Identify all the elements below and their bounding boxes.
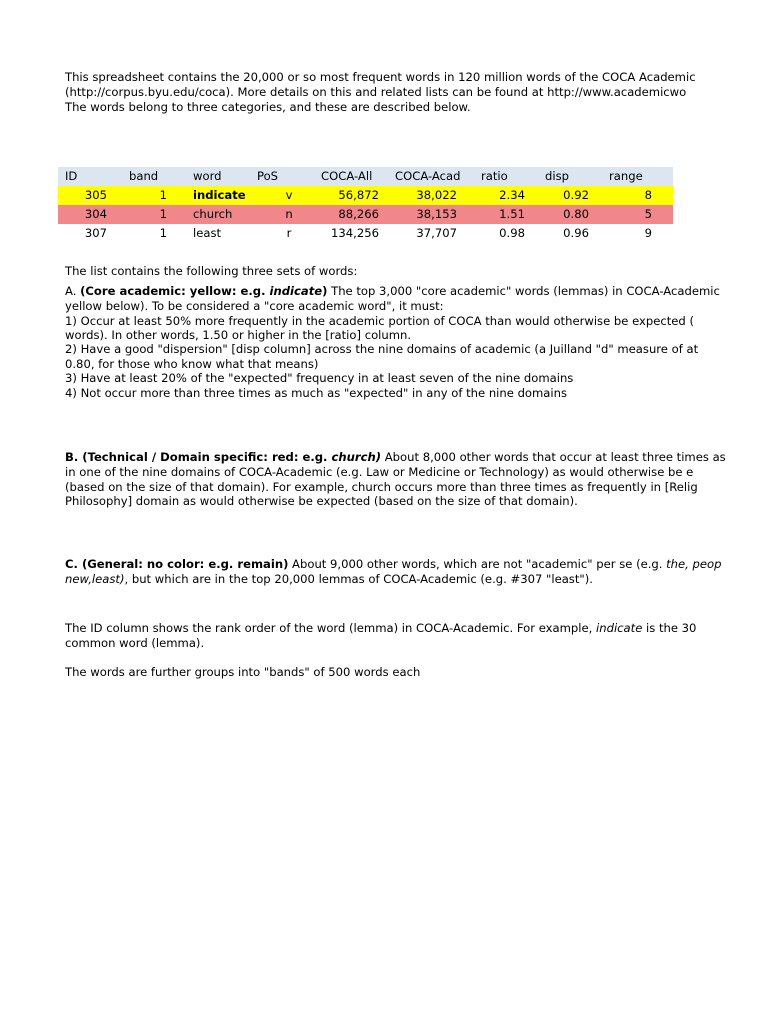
cell-ratio: 2.34: [499, 188, 525, 202]
section-a-heading-line: [65, 284, 720, 298]
intro-line-2: (http://corpus.byu.edu/coca). More details on this and related lists can be found at http://www.academicwo: [65, 85, 687, 99]
cell-band: 1: [159, 188, 167, 202]
section-b-line-2: in one of the nine domains of COCA-Academic (e.g. Law or Medicine or Technology) as would otherwise be e: [65, 465, 694, 479]
cell-ratio: 0.98: [499, 226, 525, 240]
cell-band: 1: [159, 207, 167, 221]
table-row: [58, 186, 673, 205]
section-a-line-3: 1) Occur at least 50% more frequently in the academic portion of COCA than would otherwise be expected (: [65, 314, 694, 328]
cell-ratio: 1.51: [499, 207, 525, 221]
table-row: [58, 205, 673, 224]
cell-pos: r: [286, 226, 292, 240]
header-id: ID: [65, 169, 78, 183]
section-a-example: indicate: [269, 284, 323, 298]
table-header-row: [58, 167, 673, 186]
cell-coca-all: 134,256: [331, 226, 379, 240]
header-pos: PoS: [257, 169, 279, 183]
section-c-text: About 9,000 other words, which are not "academic" per se (e.g.: [288, 557, 667, 571]
cell-coca-acad: 38,153: [416, 207, 457, 221]
cell-disp: 0.80: [563, 207, 589, 221]
section-a-text: The top 3,000 "core academic" words (lemmas) in COCA-Academic: [327, 284, 720, 298]
cell-disp: 0.96: [563, 226, 589, 240]
cell-word: indicate: [193, 188, 246, 202]
section-a-label-close: ): [322, 284, 328, 298]
section-b-example: church): [331, 450, 382, 464]
cell-range: 9: [644, 226, 652, 240]
intro-line-3: The words belong to three categories, and these are described below.: [65, 100, 471, 114]
header-coca-acad: COCA-Acad: [395, 169, 461, 183]
section-c-examples-cont: new,least): [65, 572, 125, 586]
cell-id: 304: [84, 207, 107, 221]
cell-coca-acad: 38,022: [416, 188, 457, 202]
cell-pos: n: [285, 207, 293, 221]
cell-id: 305: [84, 188, 107, 202]
id-note-line-2: common word (lemma).: [65, 636, 205, 650]
bands-note: The words are further groups into "bands" of 500 words each: [65, 665, 421, 679]
section-c-text-2: , but which are in the top 20,000 lemmas of COCA-Academic (e.g. #307 "least").: [124, 572, 593, 586]
section-a-line-2: yellow below). To be considered a "core academic word", it must:: [65, 299, 444, 313]
cell-coca-all: 88,266: [338, 207, 379, 221]
list-intro: The list contains the following three sets of words:: [65, 264, 358, 278]
id-note-text: The ID column shows the rank order of the word (lemma) in COCA-Academic. For example,: [65, 621, 597, 635]
section-c-heading-line: [65, 557, 721, 571]
cell-band: 1: [159, 226, 167, 240]
cell-word: church: [193, 207, 233, 221]
intro-line-1: This spreadsheet contains the 20,000 or so most frequent words in 120 million words of the COCA Academic: [65, 70, 696, 84]
table-row: [58, 224, 673, 243]
section-a-line-8: 4) Not occur more than three times as much as "expected" in any of the nine domains: [65, 386, 568, 400]
section-a-line-6: 0.80, for those who know what that means): [65, 357, 319, 371]
section-b-line-4: Philosophy] domain as would otherwise be expected (based on the size of that domain).: [65, 494, 578, 508]
cell-range: 5: [644, 207, 652, 221]
cell-coca-acad: 37,707: [416, 226, 457, 240]
section-a-prefix: A.: [65, 284, 81, 298]
section-c-line-2: [65, 572, 593, 586]
cell-id: 307: [84, 226, 107, 240]
header-disp: disp: [545, 169, 569, 183]
id-note-text-2: is the 30: [642, 621, 697, 635]
section-c-label: C. (General: no color: e.g. remain): [65, 557, 289, 571]
section-b-line-3: (based on the size of that domain). For example, church occurs more than three times as frequently in [Relig: [65, 480, 698, 494]
section-b-heading-line: [65, 450, 726, 464]
id-note-line-1: [65, 621, 696, 635]
section-a-line-7: 3) Have at least 20% of the "expected" frequency in at least seven of the nine domains: [65, 371, 574, 385]
section-a-label: (Core academic: yellow: e.g.: [80, 284, 270, 298]
header-coca-all: COCA-All: [321, 169, 373, 183]
header-ratio: ratio: [481, 169, 508, 183]
header-band: band: [129, 169, 159, 183]
section-c-examples: the, peop: [666, 557, 722, 571]
header-range: range: [609, 169, 643, 183]
cell-pos: v: [285, 188, 293, 202]
section-a-line-4: words). In other words, 1.50 or higher in the [ratio] column.: [65, 328, 412, 342]
id-note-example: indicate: [596, 621, 643, 635]
header-word: word: [193, 169, 222, 183]
cell-word: least: [193, 226, 222, 240]
section-a-line-5: 2) Have a good "dispersion" [disp column] across the nine domains of academic (a Juilland "d" measure of at: [65, 342, 699, 356]
section-b-label: B. (Technical / Domain specific: red: e.g.: [65, 450, 332, 464]
cell-disp: 0.92: [563, 188, 589, 202]
section-b-text: About 8,000 other words that occur at least three times as: [381, 450, 726, 464]
cell-coca-all: 56,872: [338, 188, 379, 202]
cell-range: 8: [644, 188, 652, 202]
